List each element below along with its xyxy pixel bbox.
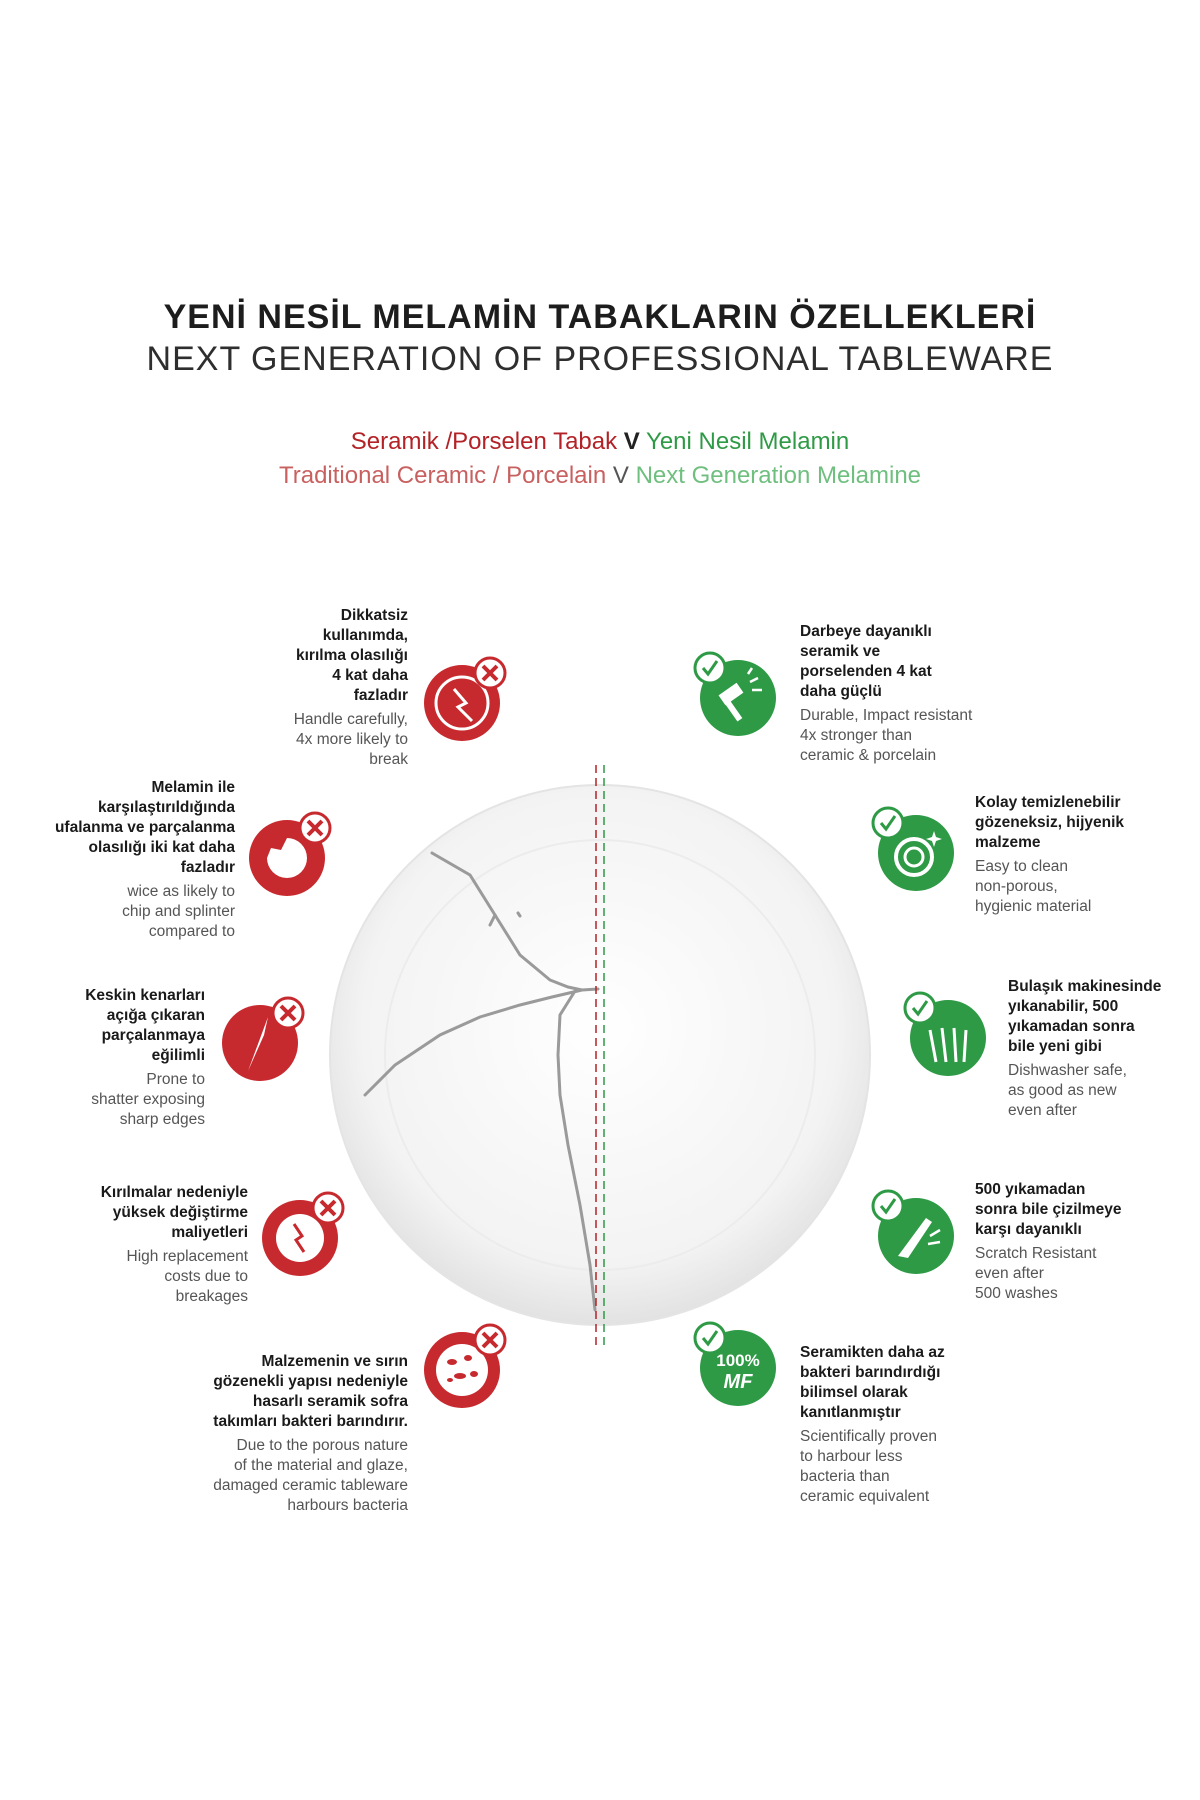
right-feature-3-tr: Bulaşık makinesinde yıkanabilir, 500 yıkamadan sonra bile yeni gibi <box>1008 978 1162 1055</box>
right-feature-5-en: Scientifically proven to harbour less bacteria than ceramic equivalent <box>800 1428 937 1505</box>
right-feature-3-en: Dishwasher safe, as good as new even after <box>1008 1062 1127 1119</box>
comparison-right-tr: Yeni Nesil Melamin <box>646 428 850 455</box>
left-feature-1-tr: Dikkatsiz kullanımda, kırılma olasılığı 4 kat daha fazladır <box>296 607 408 704</box>
comparison-line-tr <box>0 428 1200 456</box>
right-feature-2-en: Easy to clean non-porous, hygienic material <box>975 858 1092 915</box>
comparison-vs-en: V <box>612 462 629 489</box>
page-title-tr: YENİ NESİL MELAMİN TABAKLARIN ÖZELLEKLERİ <box>163 298 1037 336</box>
comparison-left-en: Traditional Ceramic / Porcelain <box>278 462 607 489</box>
left-feature-4-tr: Kırılmalar nedeniyle yüksek değiştirme maliyetleri <box>100 1184 248 1241</box>
bacteria-icon <box>420 1322 510 1412</box>
left-feature-1 <box>200 606 408 770</box>
mf-100-badge-icon <box>690 1320 780 1410</box>
left-feature-5-tr: Malzemenin ve sırın gözenekli yapısı nedeniyle hasarlı seramik sofra takımları bakteri barındırır. <box>213 1353 408 1430</box>
sharp-shard-icon <box>218 995 308 1085</box>
hammer-impact-icon <box>690 650 780 740</box>
left-feature-2-en: wice as likely to chip and splinter compared to <box>122 883 235 940</box>
right-feature-5 <box>800 1343 1020 1507</box>
comparison-vs: V <box>623 428 640 455</box>
comparison-right-en: Next Generation Melamine <box>635 462 922 489</box>
comparison-left-tr: Seramik /Porselen Tabak <box>350 428 618 455</box>
broken-plate-lightning-icon <box>420 655 510 745</box>
left-feature-3-tr: Keskin kenarları açığa çıkaran parçalanmaya eğilimli <box>85 987 205 1064</box>
chipped-plate-icon <box>245 810 335 900</box>
right-feature-3 <box>1008 977 1188 1121</box>
page-title-en: NEXT GENERATION OF PROFESSIONAL TABLEWARE <box>146 340 1054 378</box>
left-feature-2 <box>20 778 235 942</box>
left-feature-4-en: High replacement costs due to breakages <box>126 1248 248 1305</box>
right-feature-5-tr: Seramikten daha az bakteri barındırdığı bilimsel olarak kanıtlanmıştır <box>800 1344 945 1421</box>
left-feature-1-en: Handle carefully, 4x more likely to break <box>293 711 408 768</box>
right-feature-4-en: Scratch Resistant even after 500 washes <box>975 1245 1097 1302</box>
plate-illustration <box>320 765 880 1345</box>
left-feature-5-en: Due to the porous nature of the material and glaze, damaged ceramic tableware harbours bacteria <box>213 1437 408 1514</box>
left-feature-5 <box>150 1352 408 1516</box>
left-feature-3-en: Prone to shatter exposing sharp edges <box>91 1071 205 1128</box>
right-feature-1-tr: Darbeye dayanıklı seramik ve porselenden 4 kat daha güçlü <box>800 623 932 700</box>
comparison-line-en <box>0 462 1200 490</box>
badge-mf-text: MF <box>723 1371 753 1393</box>
right-feature-1 <box>800 622 1000 766</box>
right-feature-4 <box>975 1180 1175 1304</box>
knife-scratch-icon <box>868 1188 958 1278</box>
right-feature-4-tr: 500 yıkamadan sonra bile çizilmeye karşı dayanıklı <box>975 1181 1122 1238</box>
right-feature-2-tr: Kolay temizlenebilir gözeneksiz, hijyenik malzeme <box>975 794 1125 851</box>
left-feature-3 <box>30 986 205 1130</box>
left-feature-2-tr: Melamin ile karşılaştırıldığında ufalanma ve parçalanma olasılığı iki kat daha fazladır <box>54 779 235 876</box>
right-feature-2 <box>975 793 1175 917</box>
clean-plate-sparkle-icon <box>868 805 958 895</box>
right-feature-1-en: Durable, Impact resistant 4x stronger than ceramic & porcelain <box>800 707 973 764</box>
cracked-plate-cost-icon <box>258 1190 348 1280</box>
badge-percent-text: 100% <box>716 1351 760 1370</box>
dishwasher-spray-icon <box>900 990 990 1080</box>
left-feature-4 <box>60 1183 248 1307</box>
